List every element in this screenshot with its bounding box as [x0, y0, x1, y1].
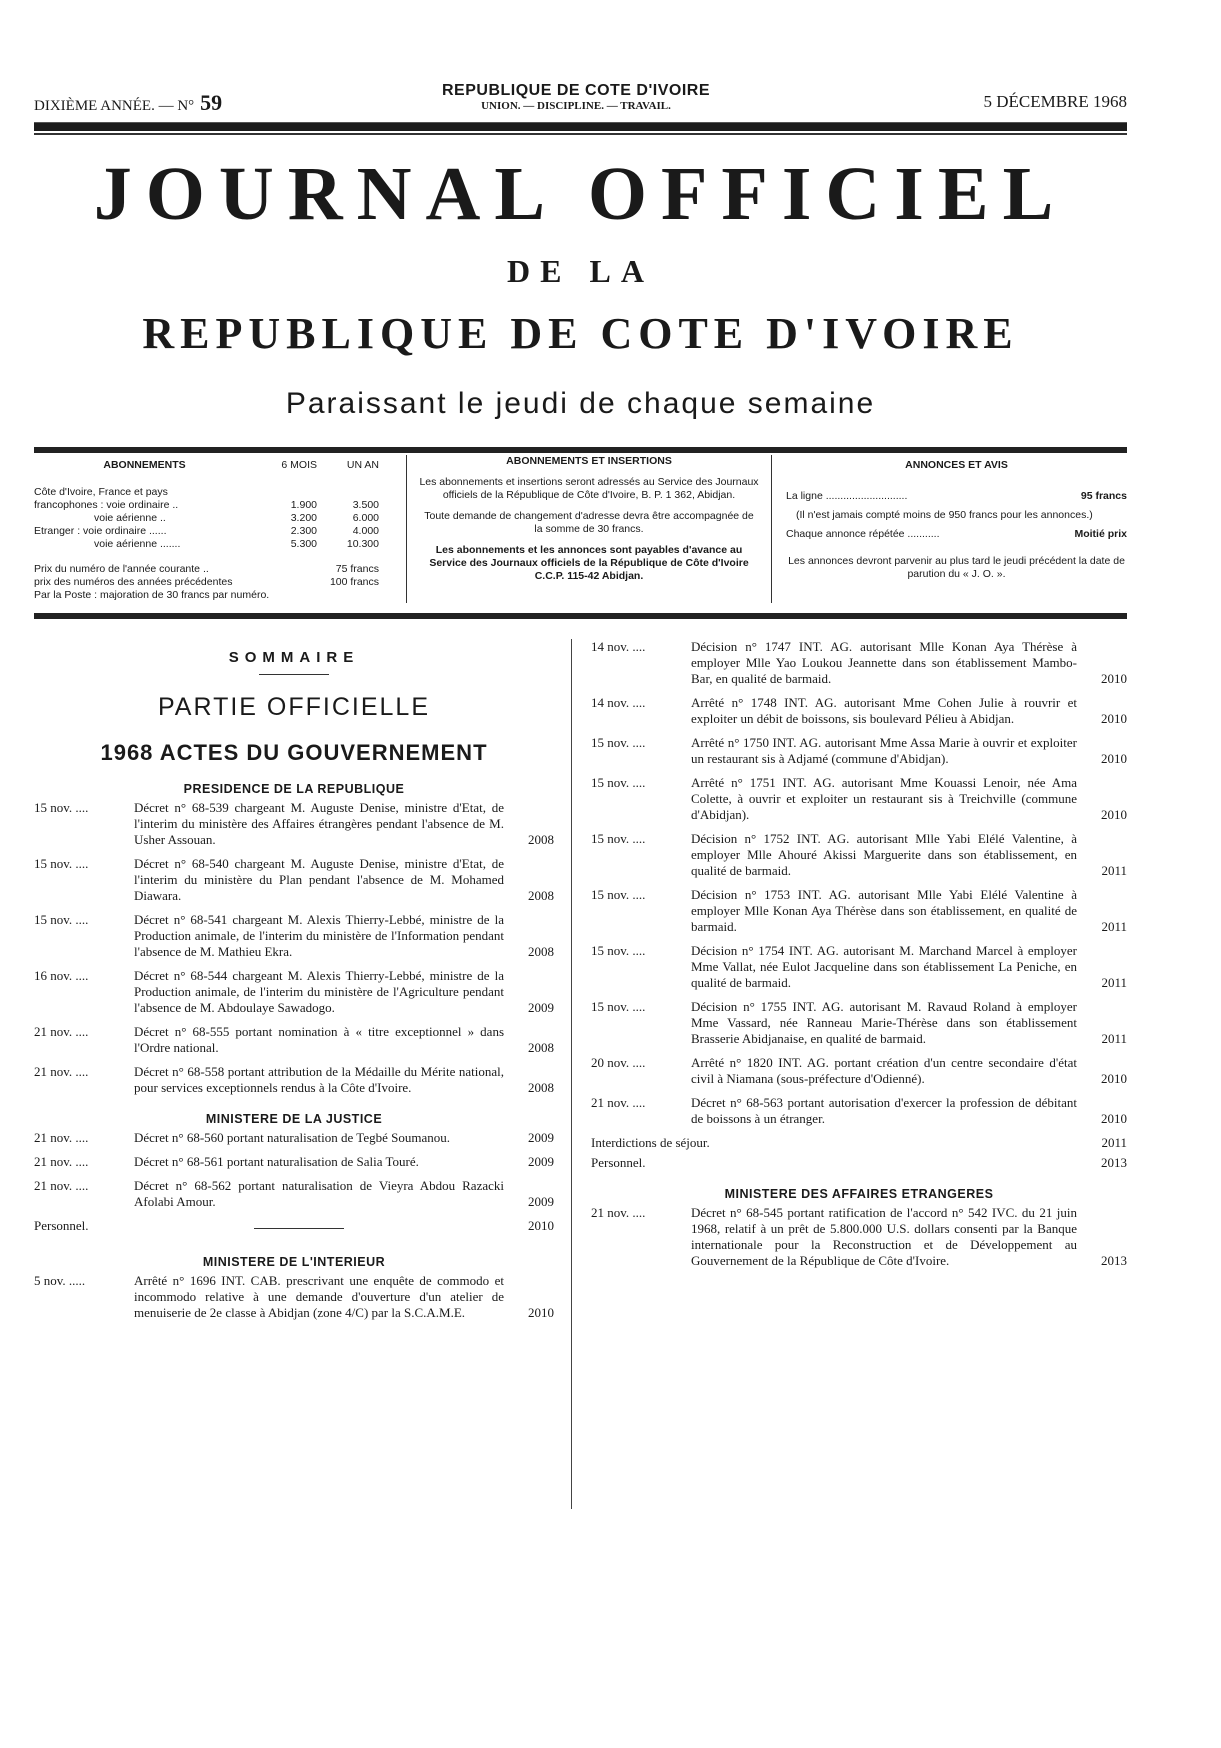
entry-text: Arrêté n° 1696 INT. CAB. prescrivant une enquête de commodo et incommodo relative à une demande d'ouverture d'un atelier de menuiserie de 2e classe à Abidjan (zone 4/C) par la S.C.A.M.E.	[134, 1273, 504, 1320]
entry-text: Décret n° 68-560 portant naturalisation de Tegbé Soumanou.	[134, 1130, 450, 1145]
annonces-deadline: Les annonces devront parvenir au plus tard le jeudi précédent la date de parution du « J. O. ».	[788, 555, 1125, 580]
partie-officielle-title: PARTIE OFFICIELLE	[157, 693, 431, 721]
entry-date: 15 nov. ....	[591, 999, 646, 1014]
journal-country: REPUBLIQUE DE COTE D'IVOIRE	[142, 309, 1019, 358]
entry-text: Décret n° 68-563 portant autorisation d'exercer la profession de débitant de boissons à un étranger.	[691, 1095, 1077, 1126]
issue-number: 59	[200, 90, 223, 115]
entry-page: 2010	[528, 1218, 554, 1233]
entry-date: 15 nov. ....	[591, 775, 646, 790]
entry-date: 21 nov. ....	[591, 1205, 646, 1220]
entry-date: 16 nov. ....	[34, 968, 89, 983]
table-row: voie aérienne ....... 5.300 10.300	[94, 538, 379, 550]
section-heading: MINISTERE DE LA JUSTICE	[205, 1112, 383, 1126]
entry-date: 15 nov. ....	[34, 912, 89, 927]
entry-date: 21 nov. ....	[34, 1024, 89, 1039]
entry-page: 2008	[528, 944, 554, 959]
entry-page: 2008	[528, 832, 554, 847]
list-item	[34, 968, 554, 1016]
entry-date: 20 nov. ....	[591, 1055, 646, 1070]
entry-text: Décision n° 1755 INT. AG. autorisant M. Ravaud Roland à employer Mme Vassard, née Ranneau Marie-Thérèse dans son établissement Brasserie Abidjanaise, en qualité de barmaid.	[691, 999, 1077, 1046]
entry-page: 2008	[528, 888, 554, 903]
table-row: voie aérienne .. 3.200 6.000	[94, 512, 379, 524]
entry-page: 2010	[528, 1305, 554, 1320]
table-row: Côte d'Ivoire, France et pays	[34, 486, 168, 498]
entry-text: Décret n° 68-558 portant attribution de la Médaille du Mérite national, pour services exceptionnels rendus à la Côte d'Ivoire.	[134, 1064, 504, 1095]
entry-text: Décret n° 68-561 portant naturalisation de Salia Touré.	[134, 1154, 419, 1169]
header-rule	[34, 122, 1127, 131]
list-item	[34, 856, 554, 904]
annonces-heading: ANNONCES ET AVIS	[905, 459, 1008, 471]
section-heading: PRESIDENCE DE LA REPUBLIQUE	[183, 782, 405, 796]
right-section-entries	[591, 1205, 1127, 1269]
subscription-panel	[34, 447, 1127, 619]
entry-page: 2010	[1101, 711, 1127, 726]
list-item	[591, 735, 1127, 767]
journal-tagline: Paraissant le jeudi de chaque semaine	[285, 387, 876, 420]
entry-date: 15 nov. ....	[34, 800, 89, 815]
list-item	[34, 1154, 554, 1170]
entry-text: Décret n° 68-540 chargeant M. Auguste Denise, ministre d'Etat, de l'interim du ministère du Plan pendant l'absence de M. Mohamed Diawara.	[134, 856, 504, 903]
right-column	[591, 639, 1127, 1277]
insertions-box	[406, 455, 772, 603]
list-item	[34, 1130, 554, 1146]
list-item	[34, 1218, 554, 1234]
journal-title: JOURNAL OFFICIEL	[93, 152, 1068, 236]
entry-text: Décret n° 68-539 chargeant M. Auguste Denise, ministre d'Etat, de l'interim du ministère des Affaires étrangères pendant l'absence de M. Usher Assouan.	[134, 800, 504, 847]
entry-date: 14 nov. ....	[591, 639, 646, 654]
separator-rule	[254, 1228, 344, 1229]
insertions-change-address: Toute demande de changement d'adresse devra être accompagnée de la somme de 30 francs.	[424, 510, 754, 535]
entry-date: 21 nov. ....	[34, 1130, 89, 1145]
entry-page: 2013	[1101, 1155, 1127, 1170]
list-item	[34, 800, 554, 848]
entry-date: 15 nov. ....	[591, 831, 646, 846]
entry-page: 2013	[1101, 1253, 1127, 1268]
insertions-address: Les abonnements et insertions seront adressés au Service des Journaux officiels de la République de Côte d'Ivoire, B. P. 1 362, Abidjan.	[419, 476, 759, 501]
masthead	[34, 151, 1127, 421]
entry-text: Décret n° 68-562 portant naturalisation de Vieyra Abdou Razacki Afolabi Amour.	[134, 1178, 504, 1209]
list-item	[591, 1055, 1127, 1087]
national-motto: UNION. — DISCIPLINE. — TRAVAIL.	[481, 100, 671, 112]
entry-text: Décision n° 1754 INT. AG. autorisant M. Marchand Marcel à employer Mme Vallat, née Eulot Jacqueline dans son établissement La Peniche, en qualité de barmaid.	[691, 943, 1077, 990]
panel-rule-bottom	[34, 613, 1127, 619]
entry-page: 2010	[1101, 807, 1127, 822]
list-item	[34, 1178, 554, 1210]
insertions-payment: Les abonnements et les annonces sont payables d'avance au Service des Journaux officiels de la République de Côte d'Ivoire C.C.P. 115-42 Abidjan.	[429, 544, 749, 582]
sommaire-rule	[259, 674, 329, 675]
header-rule-thin	[34, 133, 1127, 135]
section-heading: MINISTERE DE L'INTERIEUR	[202, 1255, 386, 1269]
entry-page: 2011	[1101, 1031, 1127, 1046]
republic-name: REPUBLIQUE DE COTE D'IVOIRE	[442, 82, 710, 99]
left-sections	[34, 782, 554, 1321]
entry-text: Décret n° 68-541 chargeant M. Alexis Thierry-Lebbé, ministre de la Production animale, de l'interim du ministère de l'Information pendant l'absence de M. Mathieu Ekra.	[134, 912, 504, 959]
section-heading-affaires-etrangeres: MINISTERE DES AFFAIRES ETRANGERES	[724, 1187, 994, 1201]
actes-title: 1968 ACTES DU GOUVERNEMENT	[100, 740, 488, 765]
journal-page	[34, 78, 1127, 1320]
entry-page: 2008	[528, 1040, 554, 1055]
list-item	[591, 1135, 1127, 1151]
edition-label: DIXIÈME ANNÉE. — N°	[34, 98, 195, 114]
top-line	[34, 78, 1127, 122]
entry-text: Décret n° 68-555 portant nomination à « titre exceptionnel » dans l'Ordre national.	[134, 1024, 504, 1055]
entry-page: 2010	[1101, 671, 1127, 686]
col-6-mois: 6 MOIS	[281, 459, 317, 471]
list-item	[591, 1205, 1127, 1269]
republic-block	[442, 82, 710, 112]
entry-date: 21 nov. ....	[34, 1178, 89, 1193]
list-item	[34, 912, 554, 960]
sommaire-title: SOMMAIRE	[228, 649, 360, 666]
entry-label: Interdictions de séjour.	[591, 1135, 710, 1150]
entry-label: Personnel.	[591, 1155, 646, 1170]
entry-date: 15 nov. ....	[591, 887, 646, 902]
annonces-note: (Il n'est jamais compté moins de 950 francs pour les annonces.)	[796, 509, 1093, 521]
issue-date: 5 DÉCEMBRE 1968	[983, 92, 1127, 111]
abonnements-heading: ABONNEMENTS	[103, 459, 186, 471]
entry-date: 21 nov. ....	[34, 1154, 89, 1169]
list-item	[591, 887, 1127, 935]
entry-text: Décision n° 1753 INT. AG. autorisant Mlle Yabi Elélé Valentine à employer Mlle Konan Aya Thérèse dans son établissement, en qualité de barmaid.	[691, 887, 1077, 934]
entry-text: Arrêté n° 1748 INT. AG. autorisant Mme Cohen Julie à rouvrir et exploiter un débit de boissons, sis boulevard Pélieu à Abidjan.	[691, 695, 1077, 726]
entry-date: 15 nov. ....	[34, 856, 89, 871]
entry-page: 2011	[1101, 863, 1127, 878]
journal-subtitle-de-la: DE LA	[507, 253, 654, 289]
list-item	[34, 1273, 554, 1321]
annonces-box: ANNONCES ET AVIS La ligne ............................ 95 francs (Il n'est jamais compté moins de 950 francs pour les annonces.) Chaque annonce répétée ........... Moitié prix Les annonces devront parvenir au plus tard le jeudi précédent la date de parution du « J. O. ».	[786, 459, 1127, 580]
entry-page: 2009	[528, 1130, 554, 1145]
list-item	[591, 999, 1127, 1047]
right-plain	[591, 1135, 1127, 1171]
entry-page: 2009	[528, 1194, 554, 1209]
entry-date: 15 nov. ....	[591, 735, 646, 750]
list-item	[591, 775, 1127, 823]
entry-date: 14 nov. ....	[591, 695, 646, 710]
insertions-heading: ABONNEMENTS ET INSERTIONS	[506, 455, 672, 467]
entry-text: Décret n° 68-544 chargeant M. Alexis Thierry-Lebbé, ministre de la Production animale, de l'interim du ministère de l'Agriculture pendant l'absence de M. Abdoulaye Sawadogo.	[134, 968, 504, 1015]
list-item	[591, 695, 1127, 727]
table-row: Etranger : voie ordinaire ...... 2.300 4.000	[34, 525, 379, 537]
edition-info	[34, 90, 222, 116]
entry-page: 2011	[1101, 919, 1127, 934]
entry-page: 2010	[1101, 1071, 1127, 1086]
entry-page: 2009	[528, 1154, 554, 1169]
list-item	[591, 831, 1127, 879]
abonnements-box	[34, 459, 379, 602]
list-item	[591, 943, 1127, 991]
entry-text: Décret n° 68-545 portant ratification de l'accord n° 542 IVC. du 21 juin 1968, relatif à un prêt de 5.800.000 U.S. dollars consenti par la Banque internationale pour la Reconstruction et de Développement au Gouvernement de la République de Côte d'Ivoire.	[691, 1205, 1077, 1268]
entry-text: Arrêté n° 1820 INT. AG. portant création d'un centre secondaire d'état civil à Niamana (sous-préfecture d'Odienné).	[691, 1055, 1077, 1086]
entry-page: 2010	[1101, 751, 1127, 766]
right-entries	[591, 639, 1127, 1127]
entry-page: 2011	[1101, 1135, 1127, 1150]
entry-page: 2009	[528, 1000, 554, 1015]
list-item	[34, 1064, 554, 1096]
entry-date: 21 nov. ....	[591, 1095, 646, 1110]
price-lines: Prix du numéro de l'année courante .. 75 francs prix des numéros des années précédentes 100 francs Par la Poste : majoration de 30 francs par numéro.	[34, 563, 379, 601]
list-item	[591, 1095, 1127, 1127]
list-item	[591, 639, 1127, 687]
entry-page: 2008	[528, 1080, 554, 1095]
list-item	[591, 1155, 1127, 1171]
panel-rule-top	[34, 447, 1127, 453]
col-un-an: UN AN	[346, 459, 379, 471]
entry-date: 21 nov. ....	[34, 1064, 89, 1079]
entry-text: Arrêté n° 1751 INT. AG. autorisant Mme Kouassi Lenoir, née Ama Colette, à ouvrir et exploiter un restaurant sis à Treichville (commune d'Abidjan).	[691, 775, 1077, 822]
entry-text: Arrêté n° 1750 INT. AG. autorisant Mme Assa Marie à ouvrir et exploiter un restaurant sis à Adjamé (commune d'Abidjan).	[691, 735, 1077, 766]
left-column	[34, 639, 554, 1329]
entry-date: 15 nov. ....	[591, 943, 646, 958]
entry-date: 5 nov. .....	[34, 1273, 86, 1288]
entry-page: 2011	[1101, 975, 1127, 990]
column-divider	[571, 639, 572, 1509]
entry-text: Décision n° 1752 INT. AG. autorisant Mlle Yabi Elélé Valentine, à employer Mlle Ahouré Akissi Marguerite dans son établissement, en qualité de barmaid.	[691, 831, 1077, 878]
entry-page: 2010	[1101, 1111, 1127, 1126]
table-row: francophones : voie ordinaire .. 1.900 3.500	[34, 499, 379, 511]
list-item	[34, 1024, 554, 1056]
entry-text: Décision n° 1747 INT. AG. autorisant Mlle Konan Aya Thérèse à employer Mlle Yao Loukou Jeannette dans son établissement Mambo-Bar, en qualité de barmaid.	[691, 639, 1077, 686]
entry-label: Personnel.	[34, 1218, 89, 1233]
